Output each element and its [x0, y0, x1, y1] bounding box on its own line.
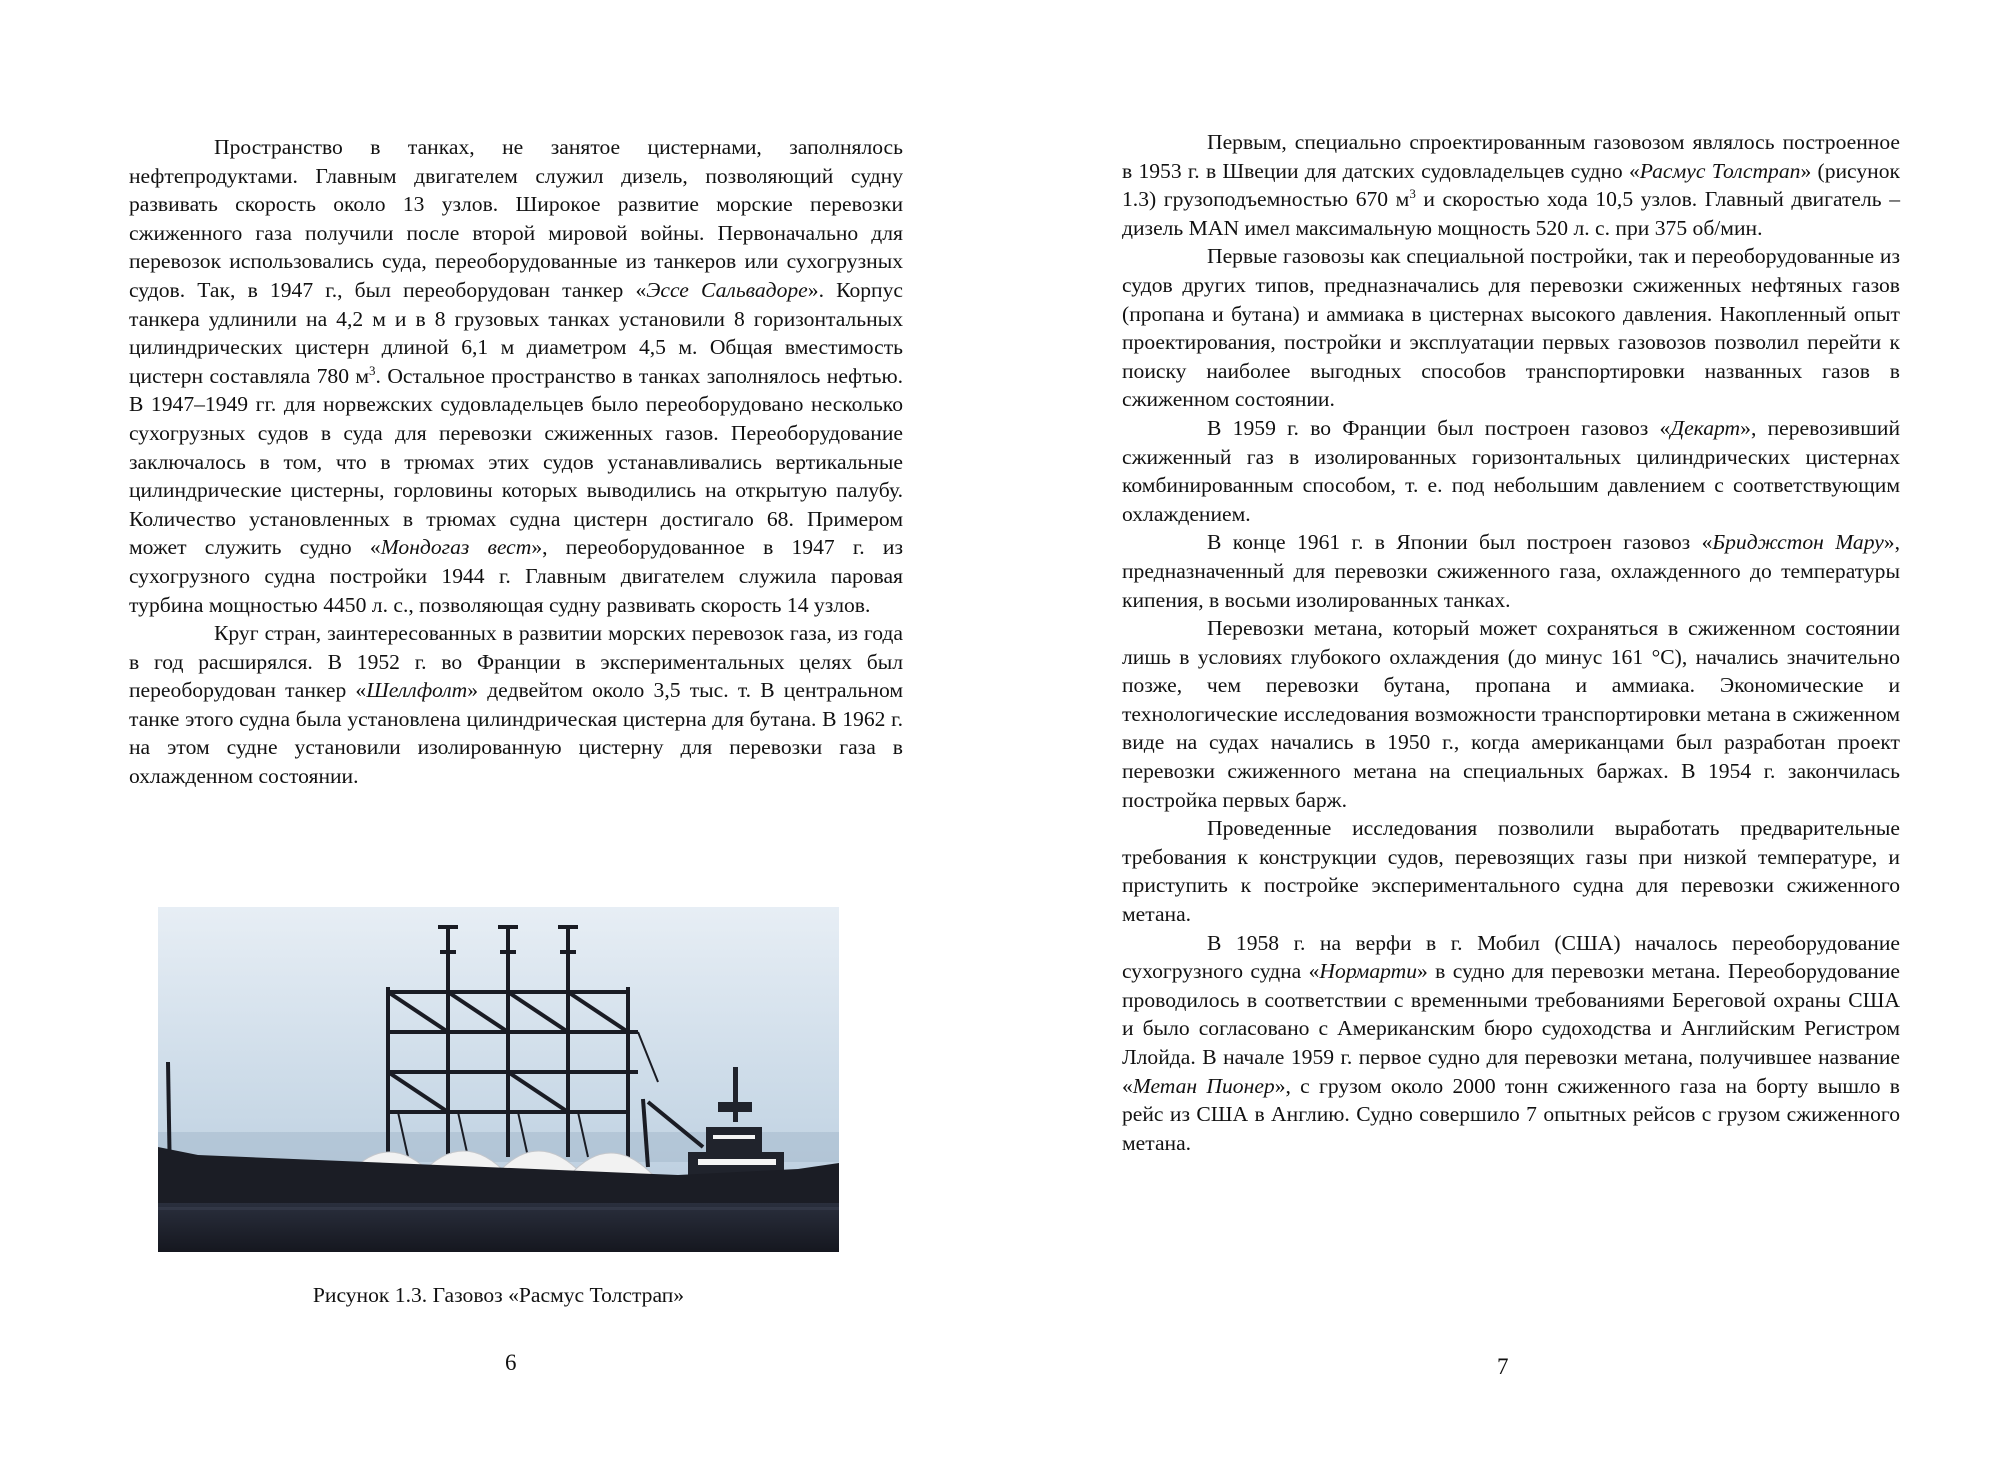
paragraph: Перевозки метана, который может сохраняться в сжиженном состоянии лишь в условиях глубокого охлаждения (до минус 161 °С), начались значительно позже, чем перевозки бутана, пропана и аммиака. Экономические и технологические исследования возможности транспортировки метана в сжиженном виде на судах начались в 1950 г., когда американцами был разработан проект перевозки сжиженного метана на специальных баржах. В 1954 г. закончилась постройка первых барж. — [1122, 616, 1900, 812]
figure-photo-gas-carrier — [158, 907, 839, 1252]
paragraph: В 1959 г. во Франции был построен газовоз «Декарт», перевозивший сжиженный газ в изолированных горизонтальных цилиндрических цистернах комбинированным способом, т. е. под небольшим давлением с соответствующим охлаждением. — [1122, 415, 1900, 526]
paragraph: Круг стран, заинтересованных в развитии морских перевозок газа, из года в год расширялся. В 1952 г. во Франции в экспериментальных целях был переоборудован танкер «Шеллфолт» дедвейтом около 3,5 тыс. т. В центральном танке этого судна была установлена цилиндрическая цистерна для бутана. В 1962 г. на этом судне установили изолированную цистерну для перевозки газа в охлажденном состоянии. — [129, 621, 904, 789]
right-page — [1000, 0, 2000, 1461]
paragraph: Проведенные исследования позволили выработать предварительные требования к конструкции судов, перевозящих газы при низкой температуре, и приступить к постройке экспериментального судна для перевозки сжиженного метана. — [1122, 816, 1900, 927]
paragraph: В конце 1961 г. в Японии был построен газовоз «Бриджстон Мару», предназначенный для перевозки сжиженного газа, охлажденного до температуры кипения, в восьми изолированных танках. — [1122, 530, 1900, 612]
left-page-text — [129, 133, 903, 791]
page-number: 6 — [505, 1350, 517, 1375]
right-page-text — [1122, 128, 1900, 1157]
paragraph: В 1958 г. на верфи в г. Мобил (США) началось переоборудование сухогрузного судна «Нормарти» в судно для перевозки метана. Переоборудование проводилось в соответствии с временными требованиями Береговой охраны США и было согласовано с Американским бюро судоходства и Английским Регистром Ллойда. В начале 1959 г. первое судно для перевозки метана, получившее название «Метан Пионер», с грузом около 2000 тонн сжиженного газа на борту вышло в рейс из США в Англию. Судно совершило 7 опытных рейсов с грузом сжиженного метана. — [1122, 930, 1901, 1155]
page-number: 7 — [1497, 1354, 1509, 1379]
paragraph: Пространство в танках, не занятое цистернами, заполнялось нефтепродуктами. Главным двигателем служил дизель, позволяющий судну развивать скорость около 13 узлов. Широкое развитие морские перевозки сжиженного газа получили после второй мировой войны. Первоначально для перевозок использовались суда, переоборудованные из танкеров или сухогрузных судов. Так, в 1947 г., был переоборудован танкер «Эссе Сальвадоре». Корпус танкера удлинили на 4,2 м и в 8 грузовых танках установили 8 горизонтальных цилиндрических цистерн длиной 6,1 м диаметром 4,5 м. Общая вместимость цистерн составляла 780 $м^3$. Остальное пространство в танках заполнялось нефтью. В 1947–1949 гг. для норвежских судовладельцев было переоборудовано несколько сухогрузных судов в суда для перевозки сжиженных газов. Переоборудование заключалось в том, что в трюмах этих судов устанавливались вертикальные цилиндрические цистерны, горловины которых выводились на открытую палубу. Количество установленных в трюмах судна цистерн достигало 68. Примером может служить судно «Мондогаз вест», переоборудованное в 1947 г. из сухогрузного судна постройки 1944 г. Главным двигателем служила паровая турбина мощностью 4450 л. с., позволяющая судну развивать скорость 14 узлов. — [129, 135, 904, 617]
figure-caption: Рисунок 1.3. Газовоз «Расмус Толстрап» — [312, 1283, 685, 1307]
paragraph: Первым, специально спроектированным газовозом являлось построенное в 1953 г. в Швеции для датских судовладельцев судно «Расмус Толстрап» (рисунок 1.3) грузоподъемностью 670 $м^3$ и скоростью хода 10,5 узлов. Главный двигатель – дизель MAN имел максимальную мощность 520 л. с. при 375 об/мин. — [1122, 130, 1900, 240]
paragraph: Первые газовозы как специальной постройки, так и переоборудованные из судов других типов, предназначались для перевозки сжиженных нефтяных газов (пропана и бутана) и аммиака в цистернах высокого давления. Накопленный опыт проектирования, постройки и эксплуатации первых газовозов позволил перейти к поиску наиболее выгодных способов транспортировки названных газов в сжиженном состоянии. — [1122, 244, 1900, 412]
